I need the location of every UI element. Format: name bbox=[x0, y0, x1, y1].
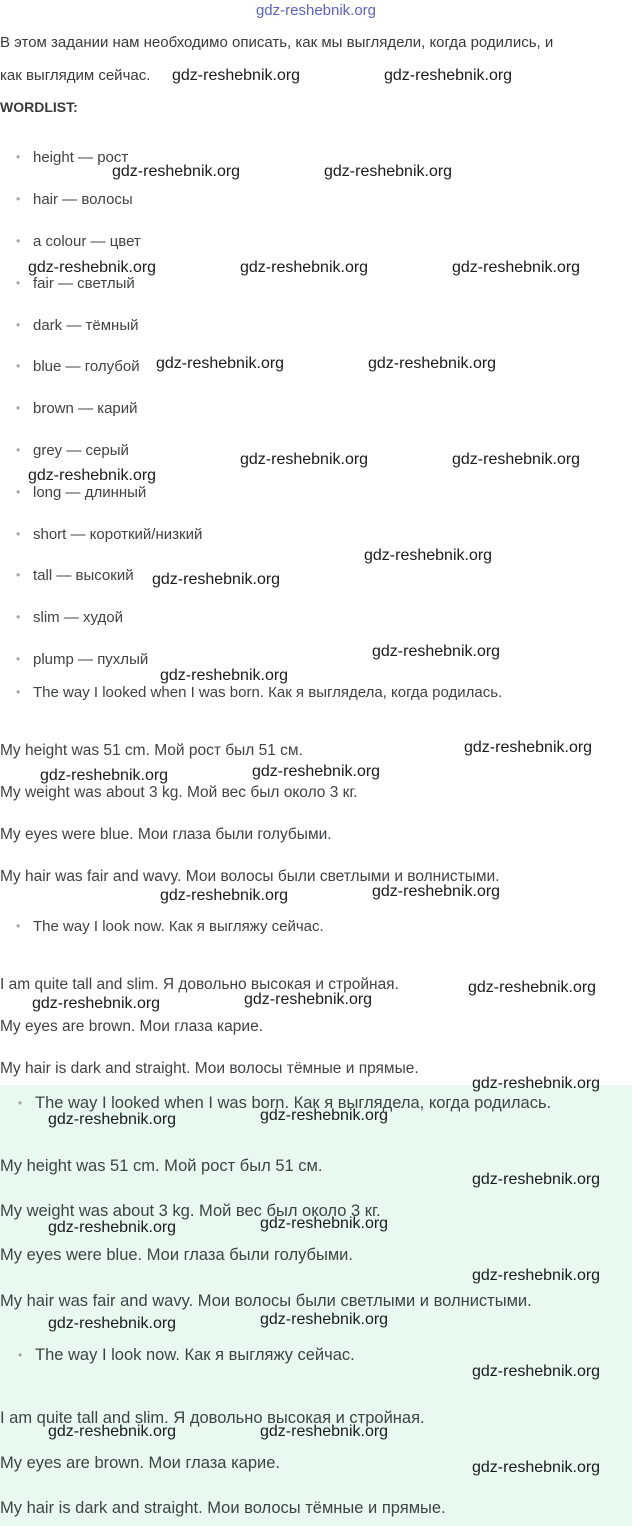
list-item: • fair — светлый bbox=[16, 275, 135, 292]
watermark: gdz-reshebnik.org bbox=[160, 887, 289, 904]
green-born-line: My eyes were blue. Мои глаза были голубыми. bbox=[0, 1246, 353, 1264]
watermark: gdz-reshebnik.org bbox=[112, 163, 241, 180]
watermark: gdz-reshebnik.org bbox=[472, 1171, 601, 1188]
watermark: gdz-reshebnik.org bbox=[472, 1363, 601, 1380]
watermark: gdz-reshebnik.org bbox=[48, 1423, 177, 1440]
green-now-line: My hair is dark and straight. Мои волосы тёмные и прямые. bbox=[0, 1499, 446, 1517]
watermark: gdz-reshebnik.org bbox=[452, 451, 581, 468]
watermark: gdz-reshebnik.org bbox=[372, 643, 501, 660]
watermark: gdz-reshebnik.org bbox=[468, 979, 597, 996]
now-line: I am quite tall and slim. Я довольно высокая и стройная. bbox=[0, 976, 399, 993]
watermark: gdz-reshebnik.org bbox=[40, 767, 169, 784]
watermark: gdz-reshebnik.org bbox=[384, 67, 513, 84]
list-item: • dark — тёмный bbox=[16, 317, 138, 334]
section-heading-born: • The way I looked when I was born. Как я выглядела, когда родилась. bbox=[16, 684, 502, 701]
green-now-line: I am quite tall and slim. Я довольно высокая и стройная. bbox=[0, 1409, 425, 1427]
watermark: gdz-reshebnik.org bbox=[240, 259, 369, 276]
section-heading-now: • The way I look now. Как я выгляжу сейчас. bbox=[16, 918, 324, 935]
list-item: • blue — голубой bbox=[16, 358, 140, 375]
intro-line-1: В этом задании нам необходимо описать, как мы выглядели, когда родились, и bbox=[0, 34, 554, 51]
watermark: gdz-reshebnik.org bbox=[260, 1107, 389, 1124]
green-born-line: My weight was about 3 kg. Мой вес был около 3 кг. bbox=[0, 1202, 381, 1220]
watermark: gdz-reshebnik.org bbox=[244, 991, 373, 1008]
born-line: My weight was about 3 kg. Мой вес был около 3 кг. bbox=[0, 784, 358, 801]
born-line: My height was 51 cm. Мой рост был 51 см. bbox=[0, 742, 303, 759]
list-item: • long — длинный bbox=[16, 484, 146, 501]
list-item: • short — короткий/низкий bbox=[16, 526, 202, 543]
born-line: My hair was fair and wavy. Мои волосы были светлыми и волнистыми. bbox=[0, 868, 500, 885]
list-item: • hair — волосы bbox=[16, 191, 133, 208]
watermark: gdz-reshebnik.org bbox=[32, 995, 161, 1012]
watermark: gdz-reshebnik.org bbox=[28, 467, 157, 484]
watermark: gdz-reshebnik.org bbox=[472, 1075, 601, 1092]
watermark: gdz-reshebnik.org bbox=[472, 1267, 601, 1284]
watermark: gdz-reshebnik.org bbox=[172, 67, 301, 84]
watermark: gdz-reshebnik.org bbox=[48, 1315, 177, 1332]
watermark: gdz-reshebnik.org bbox=[48, 1111, 177, 1128]
intro-line-2: как выглядим сейчас. bbox=[0, 67, 151, 84]
list-item: • grey — серый bbox=[16, 442, 129, 459]
now-line: My hair is dark and straight. Мои волосы тёмные и прямые. bbox=[0, 1060, 419, 1077]
green-born-line: My height was 51 cm. Мой рост был 51 см. bbox=[0, 1157, 323, 1175]
list-item: • plump — пухлый bbox=[16, 651, 148, 668]
site-header-link[interactable]: gdz-reshebnik.org bbox=[255, 2, 377, 19]
green-born-line: My hair was fair and wavy. Мои волосы были светлыми и волнистыми. bbox=[0, 1292, 532, 1310]
watermark: gdz-reshebnik.org bbox=[260, 1311, 389, 1328]
born-line: My eyes were blue. Мои глаза были голубыми. bbox=[0, 826, 332, 843]
watermark: gdz-reshebnik.org bbox=[240, 451, 369, 468]
list-item: • a colour — цвет bbox=[16, 233, 141, 250]
green-heading-now: • The way I look now. Как я выгляжу сейчас. bbox=[18, 1346, 355, 1365]
wordlist-heading: WORDLIST: bbox=[0, 99, 78, 115]
watermark: gdz-reshebnik.org bbox=[452, 259, 581, 276]
watermark: gdz-reshebnik.org bbox=[260, 1215, 389, 1232]
green-now-line: My eyes are brown. Мои глаза карие. bbox=[0, 1454, 280, 1472]
watermark: gdz-reshebnik.org bbox=[368, 355, 497, 372]
watermark: gdz-reshebnik.org bbox=[48, 1219, 177, 1236]
watermark: gdz-reshebnik.org bbox=[28, 259, 157, 276]
watermark: gdz-reshebnik.org bbox=[152, 571, 281, 588]
list-item: • slim — худой bbox=[16, 609, 123, 626]
watermark: gdz-reshebnik.org bbox=[252, 763, 381, 780]
watermark: gdz-reshebnik.org bbox=[160, 667, 289, 684]
watermark: gdz-reshebnik.org bbox=[364, 547, 493, 564]
now-line: My eyes are brown. Мои глаза карие. bbox=[0, 1018, 264, 1035]
watermark: gdz-reshebnik.org bbox=[260, 1423, 389, 1440]
green-heading-born: • The way I looked when I was born. Как я выглядела, когда родилась. bbox=[18, 1094, 551, 1113]
watermark: gdz-reshebnik.org bbox=[324, 163, 453, 180]
list-item: • height — рост bbox=[16, 149, 128, 166]
watermark: gdz-reshebnik.org bbox=[372, 883, 501, 900]
watermark: gdz-reshebnik.org bbox=[472, 1459, 601, 1476]
watermark: gdz-reshebnik.org bbox=[156, 355, 285, 372]
list-item: • brown — карий bbox=[16, 400, 138, 417]
list-item: • tall — высокий bbox=[16, 567, 134, 584]
watermark: gdz-reshebnik.org bbox=[464, 739, 593, 756]
